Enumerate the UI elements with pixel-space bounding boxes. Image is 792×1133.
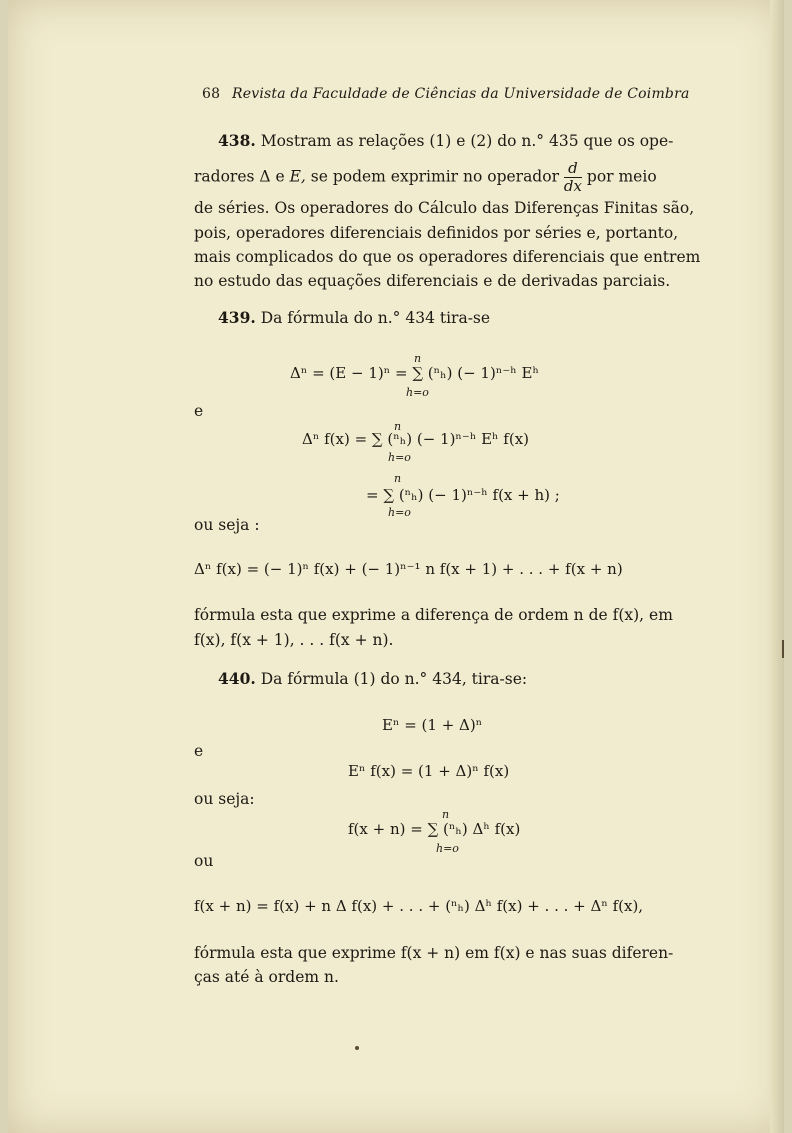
section-number-439: 439.: [218, 308, 256, 327]
sum-upper-limit: n: [442, 808, 450, 821]
section-number-440: 440.: [218, 669, 256, 688]
journal-title: Revista da Faculdade de Ciências da Universidade de Coimbra: [232, 86, 690, 102]
text-440-line-2: ças até à ordem n.: [194, 968, 339, 986]
sum-lower-limit: h=o: [388, 451, 411, 464]
text-ou-seja-440: ou seja:: [194, 790, 255, 808]
text-ou: ou: [194, 852, 214, 870]
sum-lower-limit: h=o: [388, 506, 411, 519]
text-439-intro: Da fórmula do n.° 434 tira-se: [260, 309, 491, 327]
text-439-line-2: f(x), f(x + 1), . . . f(x + n).: [194, 631, 394, 649]
text-439-line-1: fórmula esta que exprime a diferença de ordem n de f(x), em: [194, 606, 673, 624]
sum-upper-limit: n: [414, 352, 422, 365]
text-438-line-2b: se podem exprimir no operador: [305, 167, 564, 186]
text-440-line-1: fórmula esta que exprime f(x + n) em f(x) e nas suas diferen-: [194, 944, 674, 962]
derivative-operator: [564, 160, 582, 195]
equation-440-4: f(x + n) = f(x) + n Δ f(x) + . . . + (ⁿₕ) Δʰ f(x) + . . . + Δⁿ f(x),: [194, 897, 644, 915]
frac-numerator: d: [564, 160, 582, 178]
equation-439-2: Δⁿ f(x) = ∑ (ⁿₕ) (− 1)ⁿ⁻ʰ Eʰ f(x): [302, 430, 530, 448]
text-438-line-6: no estudo das equações diferenciais e de derivadas parciais.: [194, 272, 671, 290]
text-438-line-1: Mostram as relações (1) e (2) do n.° 435 que os ope-: [260, 132, 674, 150]
equation-440-1: Eⁿ = (1 + Δ)ⁿ: [382, 716, 483, 734]
paragraph-439-intro: [218, 305, 490, 331]
paragraph-438-line-1: [218, 128, 673, 154]
section-number-438: 438.: [218, 131, 256, 150]
text-438-line-5: mais complicados do que os operadores diferenciais que entrem: [194, 248, 701, 266]
text-438-line-2a: radores Δ e: [194, 167, 290, 186]
text-440-intro: Da fórmula (1) do n.° 434, tira-se:: [260, 670, 528, 688]
operator-E: E,: [289, 167, 306, 186]
sum-lower-limit: h=o: [406, 386, 429, 399]
sum-upper-limit: n: [394, 420, 402, 433]
equation-439-3: = ∑ (ⁿₕ) (− 1)ⁿ⁻ʰ f(x + h) ;: [366, 486, 560, 504]
margin-mark: [782, 640, 784, 658]
equation-440-3: f(x + n) = ∑ (ⁿₕ) Δʰ f(x): [348, 820, 521, 838]
text-438-line-4: pois, operadores diferenciais definidos por séries e, portanto,: [194, 224, 679, 242]
equation-439-1: Δⁿ = (E − 1)ⁿ = ∑ (ⁿₕ) (− 1)ⁿ⁻ʰ Eʰ: [290, 364, 539, 382]
paragraph-438-line-2: [194, 160, 657, 195]
paragraph-440-intro: [218, 666, 527, 692]
document-page: [8, 0, 784, 1133]
text-ou-seja: ou seja :: [194, 516, 260, 534]
text-438-line-3: de séries. Os operadores do Cálculo das Diferenças Finitas são,: [194, 199, 695, 217]
equation-439-4: Δⁿ f(x) = (− 1)ⁿ f(x) + (− 1)ⁿ⁻¹ n f(x + 1) + . . . + f(x + n): [194, 560, 623, 578]
page-number: 68: [202, 86, 221, 102]
sum-lower-limit: h=o: [436, 842, 459, 855]
equation-440-2: Eⁿ f(x) = (1 + Δ)ⁿ f(x): [348, 762, 510, 780]
sum-upper-limit: n: [394, 472, 402, 485]
conjunction-e: e: [194, 402, 204, 420]
page-edge: [770, 0, 784, 1133]
conjunction-e-440: e: [194, 742, 204, 760]
frac-denominator: dx: [563, 177, 582, 195]
ink-speck: [355, 1046, 359, 1050]
text-438-line-2c: por meio: [581, 167, 657, 186]
